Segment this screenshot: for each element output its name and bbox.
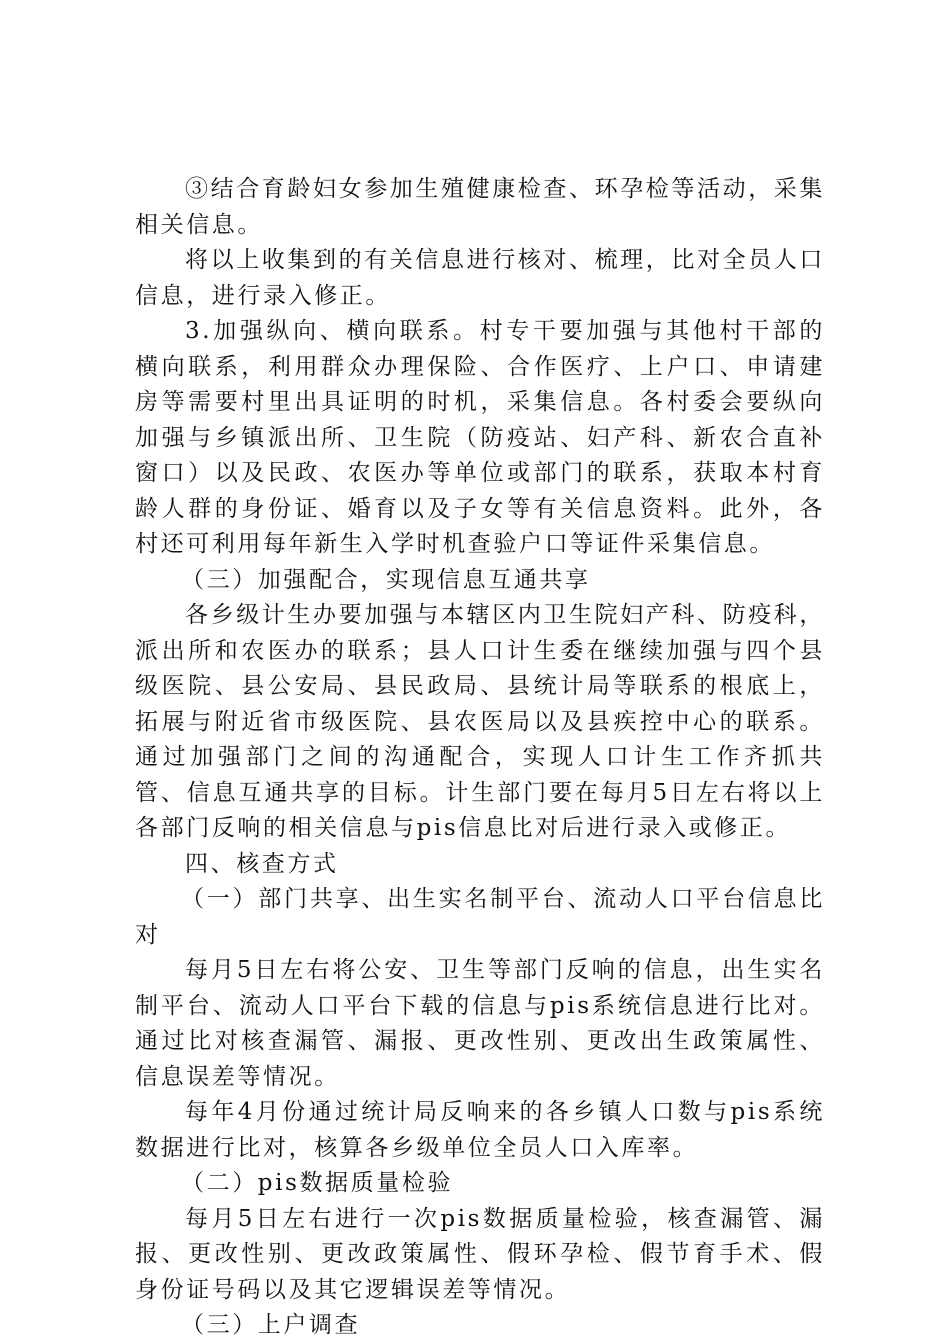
paragraph-strengthen-liaison: 3.加强纵向、横向联系。村专干要加强与其他村干部的横向联系，利用群众办理保险、合作医疗、上户口、申请建房等需要村里出具证明的时机，采集信息。各村委会要纵向加强与乡镇派出所、卫生院（防疫站、妇产科、新农合直补窗口）以及民政、农医办等单位或部门的联系，获取本村育龄人群的身份证、婚育以及子女等有关信息资料。此外，各村还可利用每年新生入学时机查验户口等证件采集信息。: [135, 318, 825, 557]
document-body: [135, 172, 825, 1344]
subheading-household-survey: （三）上户调查: [181, 1312, 361, 1338]
paragraph-quality-check: 每月5日左右进行一次pis数据质量检验，核查漏管、漏报、更改性别、更改政策属性、假环孕检、假节育手术、假身份证号码以及其它逻辑误差等情况。: [135, 1205, 825, 1303]
paragraph-annual-comparison: 每年4月份通过统计局反响来的各乡镇人口数与pis系统数据进行比对，核算各乡级单位全员人口入库率。: [135, 1099, 825, 1161]
paragraph-monthly-comparison: 每月5日左右将公安、卫生等部门反响的信息，出生实名制平台、流动人口平台下载的信息与pis系统信息进行比对。通过比对核查漏管、漏报、更改性别、更改出生政策属性、信息误差等情况。: [135, 957, 825, 1090]
subheading-platform-comparison: （一）部门共享、出生实名制平台、流动人口平台信息比对: [135, 886, 825, 948]
heading-verification-methods: 四、核查方式: [185, 850, 339, 877]
subheading-cooperation-sharing: （三）加强配合，实现信息互通共享: [181, 566, 591, 593]
paragraph-department-cooperation: 各乡级计生办要加强与本辖区内卫生院妇产科、防疫科，派出所和农医办的联系；县人口计生委在继续加强与四个县级医院、县公安局、县民政局、县统计局等联系的根底上，拓展与附近省市级医院、县农医局以及县疾控中心的联系。通过加强部门之间的沟通配合，实现人口计生工作齐抓共管、信息互通共享的目标。计生部门要在每月5日左右将以上各部门反响的相关信息与pis信息比对后进行录入或修正。: [135, 602, 825, 841]
paragraph-checkup-collection: ③结合育龄妇女参加生殖健康检查、环孕检等活动，采集相关信息。: [135, 176, 825, 238]
paragraph-verify-correct: 将以上收集到的有关信息进行核对、梳理，比对全员人口信息，进行录入修正。: [135, 247, 825, 309]
subheading-data-quality: （二）pis数据质量检验: [181, 1170, 454, 1196]
